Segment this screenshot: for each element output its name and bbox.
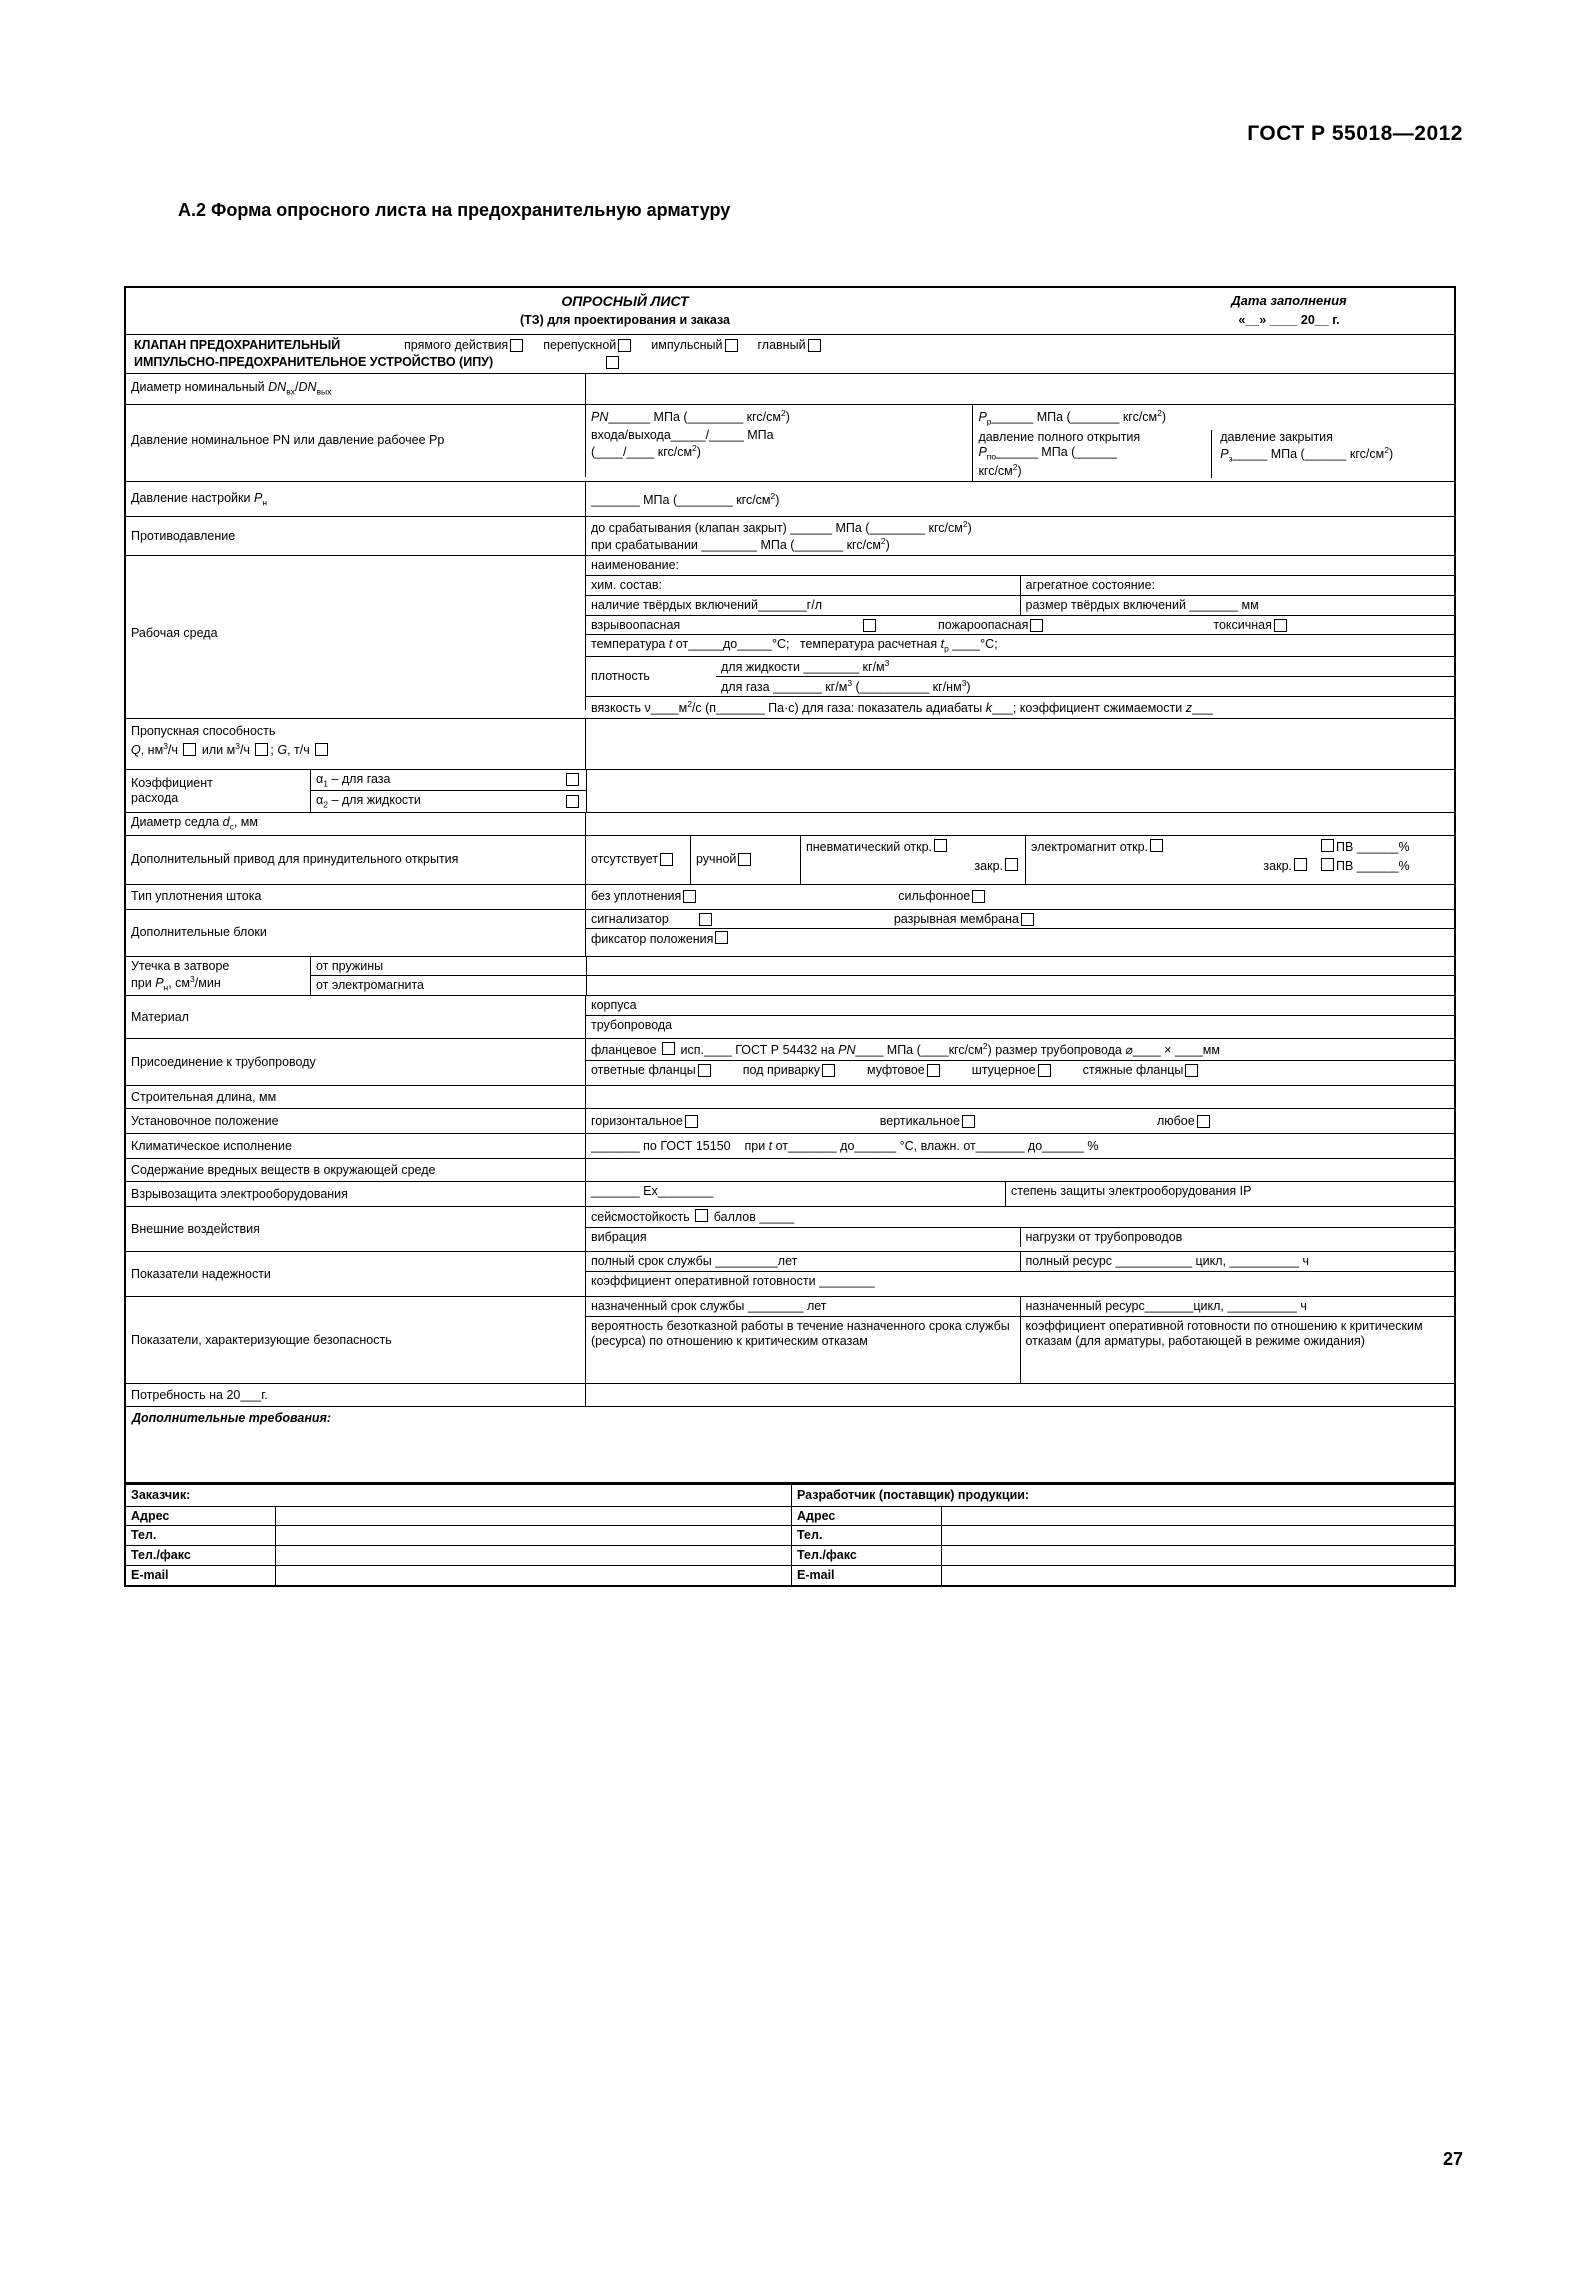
medium-explosive-checkbox[interactable]	[863, 619, 876, 632]
coefficient-liquid-checkbox[interactable]	[566, 795, 579, 808]
capacity-label-1: Пропускная способность	[131, 723, 276, 738]
leak-spring-label: от пружины	[311, 957, 586, 977]
external-seismic[interactable]: сейсмостойкость баллов _____	[586, 1207, 1454, 1228]
contacts-block	[126, 1483, 1454, 1585]
external-vibration[interactable]: вибрация	[586, 1228, 1021, 1247]
medium-solid-size[interactable]: размер твёрдых включений _______ мм	[1025, 597, 1259, 612]
drive-manual-label: ручной	[696, 852, 737, 867]
connection-coupling-label: муфтовое	[866, 1063, 925, 1078]
drive-pneu-close-label: закр.	[974, 859, 1003, 874]
drive-pv1-label[interactable]: ПВ ______%	[1336, 839, 1410, 854]
customer-address-value[interactable]	[276, 1507, 792, 1526]
option-main-checkbox[interactable]	[808, 339, 821, 352]
connection-weld-label: под приварку	[742, 1063, 820, 1078]
medium-row	[126, 556, 1454, 718]
dn-row	[126, 374, 1454, 405]
date-line[interactable]: «__» ____ 20__ г.	[1238, 313, 1340, 328]
connection-value	[586, 1039, 1454, 1085]
safety-probability[interactable]: вероятность безотказной работы в течение назначенного срока службы (ресурса) по отношению к критическим отказам	[586, 1317, 1021, 1383]
seat-diameter-row	[126, 813, 1454, 836]
stem-seal-bellows-checkbox[interactable]	[972, 890, 985, 903]
medium-viscosity[interactable]: вязкость $\nu\_\_\_\_м^2/с$ (п_______ Па·с) для газа: показатель адиабаты k___; коэффициент сжимаемости z___	[591, 698, 1213, 715]
connection-fitting-checkbox[interactable]	[1038, 1064, 1051, 1077]
leak-label-1: Утечка в затворе	[131, 959, 230, 974]
stem-seal-bellows-label: сильфонное	[898, 889, 971, 904]
dn-label: Диаметр номинальный $DN_{вх}/DN_{вых}$	[126, 374, 586, 404]
valve-type-label-1: КЛАПАН ПРЕДОХРАНИТЕЛЬНЫЙ	[134, 338, 341, 353]
medium-toxic-checkbox[interactable]	[1274, 619, 1287, 632]
leak-label: Утечка в затворе при $P_н$, $см^3$/мин	[126, 957, 311, 996]
capacity-value[interactable]	[586, 719, 1454, 769]
backpressure-before[interactable]: до срабатывания (клапан закрыт) ______ МПа (________ кгс/$см^2$)	[591, 519, 972, 536]
popen-title: давление полного открытия	[978, 430, 1141, 445]
medium-fire-label: пожароопасная	[938, 617, 1029, 632]
stem-seal-value	[586, 885, 1454, 909]
additional-requirements-label: Дополнительные требования:	[132, 1411, 332, 1426]
connection-weld-checkbox[interactable]	[822, 1064, 835, 1077]
harmful-row	[126, 1159, 1454, 1182]
coefficient-label-block	[126, 770, 587, 812]
leak-magnet-label: от электромагнита	[316, 978, 424, 993]
coefficient-value[interactable]	[587, 770, 1454, 812]
climate-row	[126, 1134, 1454, 1159]
drive-pneu-open-checkbox[interactable]	[934, 839, 947, 852]
customer-email-label: E-mail	[126, 1566, 276, 1585]
explosion-value[interactable]: _______ Ex________	[586, 1182, 1006, 1206]
section-title: А.2 Форма опросного листа на предохранительную арматуру	[178, 200, 731, 220]
leak-spring-value[interactable]	[587, 957, 1454, 977]
form-title-left	[126, 288, 1124, 334]
external-value	[586, 1207, 1454, 1251]
pressure-label: Давление номинальное PN или давление рабочее Pр	[126, 405, 586, 477]
drive-pv2-label[interactable]: ПВ ______%	[1336, 859, 1410, 874]
length-row	[126, 1086, 1454, 1109]
customer-title: Заказчик:	[126, 1485, 792, 1506]
supplier-title: Разработчик (поставщик) продукции:	[797, 1487, 1030, 1502]
seat-diameter-label: Диаметр седла $d_с$, мм	[126, 813, 586, 835]
coefficient-liquid-row	[311, 791, 586, 812]
connection-fitting-label: штуцерное	[971, 1063, 1036, 1078]
date-label: Дата заполнения	[1231, 293, 1347, 308]
capacity-row	[126, 719, 1454, 770]
blocks-fixator-checkbox[interactable]	[715, 931, 728, 944]
stem-seal-label: Тип уплотнения штока	[126, 885, 586, 909]
drive-el-open-label: электромагнит откр.	[1031, 839, 1149, 854]
reliability-row	[126, 1252, 1454, 1297]
leak-value	[587, 957, 1454, 996]
drive-el-open-checkbox[interactable]	[1150, 839, 1163, 852]
option-direct-checkbox[interactable]	[510, 339, 523, 352]
blocks-fixator-row	[586, 929, 1454, 949]
harmful-label: Содержание вредных веществ в окружающей среде	[126, 1159, 586, 1181]
medium-value	[586, 556, 1454, 717]
valve-type-row	[126, 335, 1454, 374]
density-gas[interactable]: для газа _______ $кг/м^3$ (__________ $кг/нм^3$)	[721, 677, 971, 694]
customer-phone-label: Тел.	[126, 1526, 276, 1545]
backpressure-value[interactable]	[586, 517, 1454, 555]
form-title: ОПРОСНЫЙ ЛИСТ	[561, 293, 689, 309]
drive-pneu-open-label: пневматический откр.	[806, 839, 933, 854]
mounting-row	[126, 1109, 1454, 1134]
supplier-fax-label: Тел./факс	[792, 1546, 942, 1565]
drive-el-close-label: закр.	[1263, 859, 1292, 874]
safety-label: Показатели, характеризующие безопасность	[126, 1297, 586, 1383]
standard-header: ГОСТ Р 55018—2012	[1247, 122, 1463, 145]
blocks-signal-checkbox[interactable]	[699, 913, 712, 926]
drive-label: Дополнительный привод для принудительного открытия	[126, 836, 586, 884]
explosion-ip[interactable]: степень защиты электрооборудования IP	[1011, 1184, 1252, 1199]
leak-row	[126, 957, 1454, 997]
option-main-label: главный	[757, 338, 806, 353]
supplier-phone-value[interactable]	[942, 1526, 1454, 1545]
mounting-vertical-checkbox[interactable]	[962, 1115, 975, 1128]
length-label: Строительная длина, мм	[126, 1086, 586, 1108]
material-row	[126, 996, 1454, 1039]
external-row	[126, 1207, 1454, 1252]
safety-assigned-resource[interactable]: назначенный ресурс_______цикл, __________ ч	[1025, 1299, 1307, 1314]
backpressure-during[interactable]: при срабатывании ________ МПа (_______ кгс/$см^2$)	[591, 536, 890, 553]
option-direct-label: прямого действия	[404, 338, 509, 353]
external-pipe-loads[interactable]: нагрузки от трубопроводов	[1025, 1229, 1183, 1244]
additional-requirements-area[interactable]	[126, 1430, 1454, 1482]
option-bypass-checkbox[interactable]	[618, 339, 631, 352]
coefficient-gas-row	[311, 770, 586, 792]
connection-counterflange-checkbox[interactable]	[698, 1064, 711, 1077]
blocks-row	[126, 910, 1454, 957]
mounting-horizontal-label: горизонтальное	[591, 1113, 683, 1128]
mounting-value	[586, 1109, 1454, 1133]
external-label: Внешние воздействия	[126, 1207, 586, 1251]
seat-diameter-value[interactable]	[586, 813, 1454, 835]
additional-requirements-row	[126, 1407, 1454, 1483]
blocks-membrane-checkbox[interactable]	[1021, 913, 1034, 926]
material-pipe[interactable]: трубопровода	[591, 1017, 673, 1032]
pressure-row	[126, 405, 1454, 483]
safety-assigned-life[interactable]: назначенный срок службы ________ лет	[586, 1297, 1021, 1316]
medium-toxic-label: токсичная	[1213, 617, 1272, 632]
dn-value[interactable]	[586, 374, 1454, 404]
capacity-nm3-checkbox[interactable]	[183, 743, 196, 756]
drive-pv2-checkbox[interactable]	[1321, 858, 1334, 871]
customer-fax-label: Тел./факс	[126, 1546, 276, 1565]
medium-state[interactable]: агрегатное состояние:	[1025, 578, 1156, 593]
connection-tieflange-checkbox[interactable]	[1185, 1064, 1198, 1077]
capacity-m3-checkbox[interactable]	[255, 743, 268, 756]
reliability-label: Показатели надежности	[126, 1252, 586, 1296]
connection-label: Присоединение к трубопроводу	[126, 1039, 586, 1085]
length-value[interactable]	[586, 1086, 1454, 1108]
setting-pressure-row	[126, 482, 1454, 517]
drive-none-checkbox[interactable]	[660, 853, 673, 866]
need-value[interactable]	[586, 1384, 1454, 1406]
mounting-any-label: любое	[1156, 1113, 1195, 1128]
reliability-readiness[interactable]: коэффициент оперативной готовности ________	[591, 1273, 875, 1288]
blocks-membrane-label: разрывная мембрана	[893, 911, 1019, 926]
valve-type-label-2: ИМПУЛЬСНО-ПРЕДОХРАНИТЕЛЬНОЕ УСТРОЙСТВО (ИПУ)	[134, 354, 494, 369]
coefficient-gas-checkbox[interactable]	[566, 773, 579, 786]
customer-email-value[interactable]	[276, 1566, 792, 1585]
connection-flange-checkbox[interactable]	[662, 1042, 675, 1055]
explosion-label: Взрывозащита электрооборудования	[126, 1182, 586, 1206]
capacity-label	[126, 719, 586, 769]
mounting-horizontal-checkbox[interactable]	[685, 1115, 698, 1128]
coefficient-gas-label: $\alpha_1$ – для газа	[316, 771, 391, 789]
mounting-any-checkbox[interactable]	[1197, 1115, 1210, 1128]
option-bypass-label: перепускной	[543, 338, 617, 353]
climate-label: Климатическое исполнение	[126, 1134, 586, 1158]
drive-pneu-close-checkbox[interactable]	[1005, 858, 1018, 871]
drive-manual-checkbox[interactable]	[738, 853, 751, 866]
density-label: плотность	[591, 668, 650, 683]
form-subtitle: (ТЗ) для проектирования и заказа	[519, 312, 730, 327]
blocks-signal-label: сигнализатор	[591, 911, 669, 926]
material-value	[586, 996, 1454, 1038]
medium-label: Рабочая среда	[126, 556, 586, 710]
medium-temperature[interactable]: температура t от_____до_____°C; температура расчетная $t_р$ ____°C;	[586, 635, 1454, 657]
supplier-address-value[interactable]	[942, 1507, 1454, 1526]
coefficient-row	[126, 770, 1454, 813]
customer-phone-value[interactable]	[276, 1526, 792, 1545]
mounting-label: Установочное положение	[126, 1109, 586, 1133]
capacity-t-checkbox[interactable]	[315, 743, 328, 756]
safety-value	[586, 1297, 1454, 1383]
coefficient-liquid-label: $\alpha_2$ – для жидкости	[316, 793, 421, 810]
backpressure-label: Противодавление	[126, 517, 586, 555]
drive-el-close-checkbox[interactable]	[1294, 858, 1307, 871]
setting-pressure-label: Давление настройки $P_н$	[126, 482, 586, 516]
capacity-label-2: Q, $нм^3/ч$ или $м^3/ч$ ; G, т/ч	[131, 741, 580, 758]
connection-counterflange-label: ответные фланцы	[591, 1063, 696, 1078]
leak-magnet-value[interactable]	[587, 976, 1454, 995]
drive-pv1-checkbox[interactable]	[1321, 839, 1334, 852]
option-impulse-checkbox[interactable]	[725, 339, 738, 352]
pp-line[interactable]: $P_р\_\_\_\_\_\_$ МПа (_______ кгс/$см^2$)	[978, 407, 1167, 427]
inout-line[interactable]: входа/выхода_____/_____ МПа	[591, 428, 774, 443]
supplier-fax-value[interactable]	[942, 1546, 1454, 1565]
harmful-value[interactable]	[586, 1159, 1454, 1181]
customer-fax-value[interactable]	[276, 1546, 792, 1565]
supplier-email-value[interactable]	[942, 1566, 1454, 1585]
explosion-row	[126, 1182, 1454, 1207]
stem-seal-row	[126, 885, 1454, 910]
connection-row	[126, 1039, 1454, 1086]
supplier-phone-label: Тел.	[792, 1526, 942, 1545]
drive-none-label: отсутствует	[591, 852, 659, 867]
inout-line-2[interactable]: (____/____ кгс/$см^2$)	[591, 443, 701, 460]
drive-row	[126, 836, 1454, 885]
connection-coupling-checkbox[interactable]	[927, 1064, 940, 1077]
pn-line[interactable]: PN______ МПа (________ кгс/$см^2$)	[591, 407, 790, 424]
mounting-vertical-label: вертикальное	[879, 1113, 960, 1128]
page-number: 27	[1442, 2149, 1463, 2169]
supplier-email-label: E-mail	[792, 1566, 942, 1585]
option-ipu-checkbox[interactable]	[606, 356, 619, 369]
reliability-life[interactable]: полный срок службы _________лет	[586, 1252, 1021, 1271]
coefficient-label: Коэффициент расхода	[126, 770, 311, 812]
medium-chem[interactable]: хим. состав:	[586, 576, 1021, 595]
medium-name[interactable]: наименование:	[586, 556, 1454, 576]
reliability-resource[interactable]: полный ресурс ___________ цикл, __________ ч	[1025, 1254, 1309, 1269]
medium-solids[interactable]: наличие твёрдых включений_______г/л	[586, 596, 1021, 615]
reliability-value	[586, 1252, 1454, 1296]
popen-line[interactable]: $P_{по}\_\_\_\_\_\_$ МПа (______ кгс/$см^2$)	[978, 445, 1118, 478]
material-label: Материал	[126, 996, 586, 1038]
density-liquid[interactable]: для жидкости ________ $кг/м^3$	[716, 657, 1454, 677]
leak-label-block	[126, 957, 587, 996]
material-body[interactable]: корпуса	[586, 996, 1454, 1016]
need-label: Потребность на 20___г.	[126, 1384, 586, 1406]
need-row	[126, 1384, 1454, 1407]
stem-seal-none-label: без уплотнения	[591, 889, 682, 904]
questionnaire-form	[124, 286, 1456, 1587]
safety-row	[126, 1297, 1454, 1384]
medium-explosive-label: взрывоопасная	[591, 617, 681, 632]
form-title-block	[126, 288, 1454, 335]
blocks-value	[586, 910, 1454, 956]
backpressure-row	[126, 517, 1454, 556]
customer-address-label: Адрес	[126, 1507, 276, 1526]
setting-pressure-value[interactable]: _______ МПа (________ кгс/$см^2$)	[591, 490, 780, 508]
supplier-address-label: Адрес	[792, 1507, 942, 1526]
climate-value[interactable]: _______ по ГОСТ 15150 при t от_______ до______ °C, влажн. от_______ до______ %	[591, 1138, 1099, 1153]
external-seismic-checkbox[interactable]	[695, 1209, 708, 1222]
stem-seal-none-checkbox[interactable]	[683, 890, 696, 903]
pclose-line[interactable]: $P_з\_\_\_\_\_$ МПа (______ кгс/$см^2$)	[1220, 445, 1394, 464]
medium-fire-checkbox[interactable]	[1030, 619, 1043, 632]
blocks-label: Дополнительные блоки	[126, 910, 586, 956]
form-date-block	[1124, 288, 1454, 334]
pclose-title: давление закрытия	[1220, 430, 1333, 445]
safety-coefficient[interactable]: коэффициент оперативной готовности по отношению к критическим отказам (для арматуры, работающей в режиме ожидания)	[1025, 1318, 1423, 1348]
blocks-fixator-label: фиксатор положения	[591, 932, 714, 947]
connection-flange-line[interactable]: фланцевое исп.____ ГОСТ Р 54432 на PN____ МПа $(\_\_\_\_кгс/см^2)$ размер трубопровода ⌀____ × ____мм	[586, 1039, 1454, 1061]
connection-tieflange-label: стяжные фланцы	[1082, 1063, 1184, 1078]
option-impulse-label: импульсный	[651, 338, 723, 353]
